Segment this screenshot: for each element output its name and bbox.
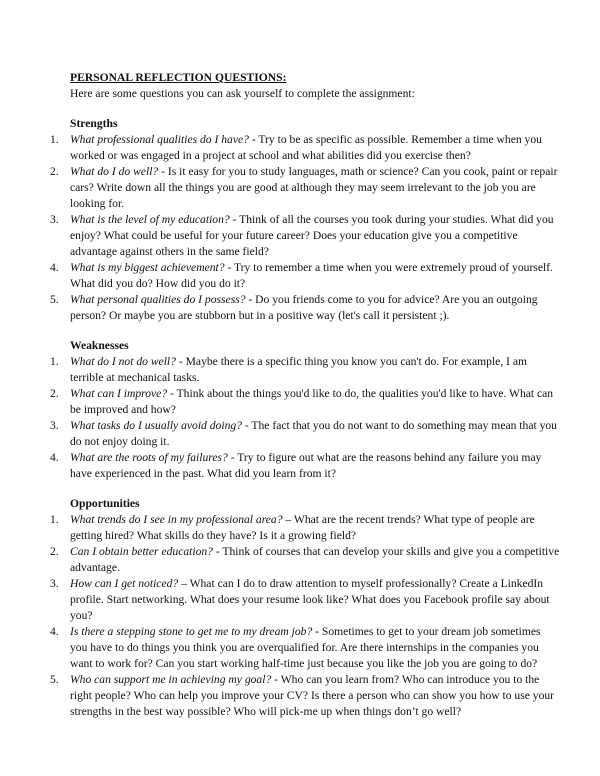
- document-title: PERSONAL REFLECTION QUESTIONS:: [70, 71, 287, 84]
- question-title: Who can support me in achieving my goal?: [70, 673, 272, 686]
- item-number: 5.: [50, 293, 59, 306]
- item-number: 4.: [50, 451, 59, 464]
- item-number: 1.: [50, 355, 59, 368]
- item-number: 1.: [50, 133, 59, 146]
- section-weaknesses: [50, 338, 560, 482]
- question-list: [50, 512, 560, 720]
- question-list: [50, 132, 560, 324]
- question-title: What do I not do well?: [70, 355, 176, 368]
- question-text: - Think of courses that can develop your skills and give you a competitive advantage.: [70, 545, 560, 574]
- question-title: What is the level of my education?: [70, 213, 230, 226]
- item-number: 2.: [50, 545, 59, 558]
- list-item: [50, 212, 560, 260]
- question-title: What personal qualities do I possess?: [70, 293, 246, 306]
- item-number: 3.: [50, 577, 59, 590]
- item-number: 4.: [50, 625, 59, 638]
- question-text: - Do you friends come to you for advice? Are you an outgoing person? Or maybe you are stubborn but in a positive way (let's call it persistent ;).: [70, 293, 538, 322]
- question-text: - Maybe there is a specific thing you know you can't do. For example, I am terrible at mechanical tasks.: [70, 355, 528, 384]
- question-text: - Think about the things you'd like to do, the qualities you'd like to have. What can be improved and how?: [70, 387, 554, 416]
- question-text: – What can I do to draw attention to myself professionally? Create a LinkedIn profile. Start networking. What does your resume look like? What does you Facebook profile say about you?: [70, 577, 550, 622]
- list-item: [50, 292, 560, 324]
- list-item: [50, 544, 560, 576]
- question-title: What professional qualities do I have?: [70, 133, 249, 146]
- list-item: [50, 260, 560, 292]
- question-text: - Try to figure out what are the reasons behind any failure you may have experienced in the past. What did you learn from it?: [70, 451, 542, 480]
- list-item: [50, 576, 560, 624]
- question-text: - Try to be as specific as possible. Remember a time when you worked or was engaged in a project at school and what abilities did you exercise then?: [70, 133, 542, 162]
- question-title: What is my biggest achievement?: [70, 261, 225, 274]
- question-text: - Who can you learn from? Who can introduce you to the right people? Who can help you improve your CV? Is there a person who can show you how to use your strengths in the best way possible? Who will pick-me up when things don’t go well?: [70, 673, 555, 718]
- list-item: [50, 418, 560, 450]
- section-heading: Weaknesses: [70, 339, 129, 352]
- question-title: Is there a stepping stone to get me to my dream job?: [70, 625, 313, 638]
- question-title: What can I improve?: [70, 387, 168, 400]
- list-item: [50, 164, 560, 212]
- question-text: - Think of all the courses you took during your studies. What did you enjoy? What could be useful for your future career? Does your education give you a competitive advantage against others in the same field?: [70, 213, 554, 258]
- item-number: 3.: [50, 213, 59, 226]
- question-text: - Try to remember a time when you were extremely proud of yourself. What did you do? How did you do it?: [70, 261, 553, 290]
- question-text: – What are the recent trends? What type of people are getting hired? What skills do they have? Is it a growing field?: [70, 513, 535, 542]
- section-strengths: [50, 116, 560, 324]
- question-text: - Is it easy for you to study languages, math or science? Can you cook, paint or repair cars? Write down all the things you are good at although they may seem irrelevant to the job you are looking for.: [70, 165, 558, 210]
- item-number: 4.: [50, 261, 59, 274]
- item-number: 2.: [50, 387, 59, 400]
- item-number: 5.: [50, 673, 59, 686]
- item-number: 2.: [50, 165, 59, 178]
- list-item: [50, 512, 560, 544]
- question-title: What do I do well?: [70, 165, 159, 178]
- question-title: How can I get noticed?: [70, 577, 179, 590]
- list-item: [50, 672, 560, 720]
- list-item: [50, 132, 560, 164]
- list-item: [50, 386, 560, 418]
- question-title: Can I obtain better education?: [70, 545, 213, 558]
- question-title: What are the roots of my failures?: [70, 451, 228, 464]
- question-text: - The fact that you do not want to do something may mean that you do not enjoy doing it.: [70, 419, 557, 448]
- section-heading: Strengths: [70, 117, 118, 130]
- question-text: - Sometimes to get to your dream job sometimes you have to do things you think you are overqualified for. Are there internships in the companies you want to work for? Can you start working half-time just because you like the job you are going to do?: [70, 625, 541, 670]
- section-heading: Opportunities: [70, 497, 140, 510]
- question-title: What trends do I see in my professional area?: [70, 513, 283, 526]
- document-intro: Here are some questions you can ask yourself to complete the assignment:: [70, 87, 415, 100]
- list-item: [50, 624, 560, 672]
- item-number: 3.: [50, 419, 59, 432]
- item-number: 1.: [50, 513, 59, 526]
- question-title: What tasks do I usually avoid doing?: [70, 419, 242, 432]
- section-opportunities: [50, 496, 560, 720]
- list-item: [50, 354, 560, 386]
- list-item: [50, 450, 560, 482]
- question-list: [50, 354, 560, 482]
